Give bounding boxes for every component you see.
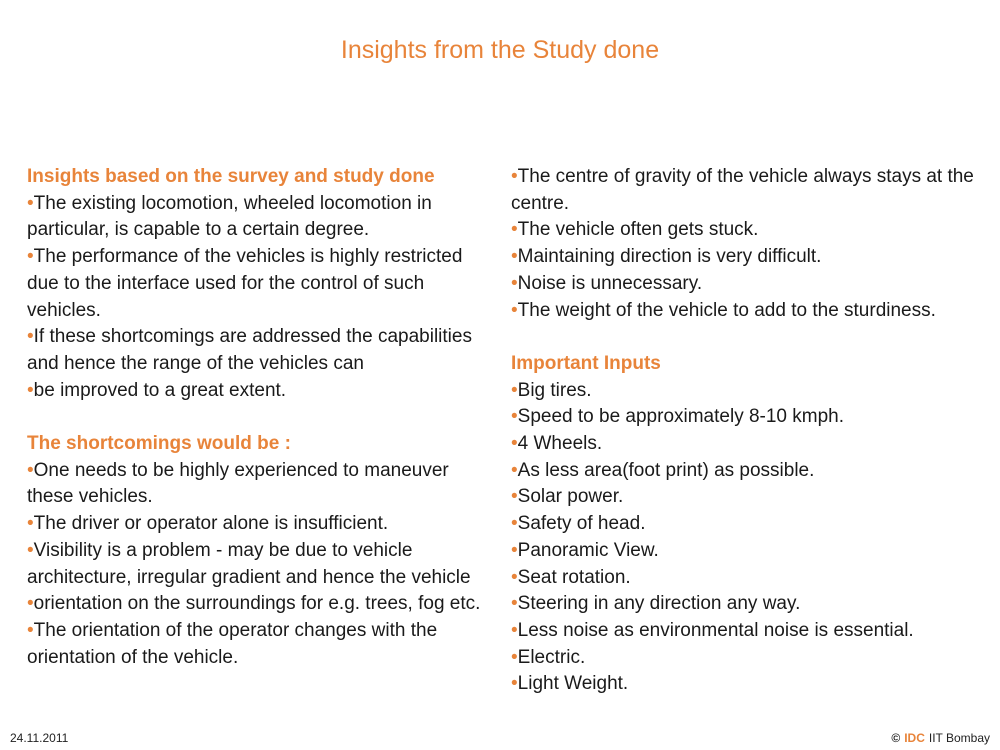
bullet-text: Safety of head. xyxy=(517,513,646,535)
bullet-text: The weight of the vehicle to add to the sturdiness. xyxy=(517,299,936,321)
important-inputs-list xyxy=(511,378,981,698)
bullet-text: The vehicle often gets stuck. xyxy=(517,219,759,241)
bullet-text: The driver or operator alone is insufficient. xyxy=(33,513,389,535)
copyright-icon: © xyxy=(891,731,901,745)
bullet-item xyxy=(511,244,981,271)
bullet-dot-icon: • xyxy=(511,459,518,481)
institute-name: IIT Bombay xyxy=(928,731,990,745)
bullet-dot-icon: • xyxy=(27,539,34,561)
left-column xyxy=(27,164,497,671)
bullet-text: be improved to a great extent. xyxy=(33,379,287,401)
bullet-item xyxy=(27,458,497,511)
bullet-text: The performance of the vehicles is highly restricted due to the interface used for the control of such vehicles. xyxy=(27,246,463,321)
bullet-dot-icon: • xyxy=(27,379,34,401)
bullet-item xyxy=(511,217,981,244)
bullet-item xyxy=(27,378,497,405)
bullet-text: Electric. xyxy=(517,646,586,668)
bullet-dot-icon: • xyxy=(511,673,518,695)
right-column xyxy=(511,164,981,698)
bullet-text: As less area(foot print) as possible. xyxy=(517,459,815,481)
bullet-dot-icon: • xyxy=(511,539,518,561)
bullet-item xyxy=(27,191,497,244)
bullet-dot-icon: • xyxy=(27,459,34,481)
bullet-dot-icon: • xyxy=(511,219,518,241)
bullet-text: Panoramic View. xyxy=(517,539,659,561)
bullet-item xyxy=(511,591,981,618)
bullet-text: Big tires. xyxy=(517,379,592,401)
bullet-dot-icon: • xyxy=(27,326,34,348)
bullet-dot-icon: • xyxy=(511,299,518,321)
bullet-text: Speed to be approximately 8-10 kmph. xyxy=(517,406,845,428)
bullet-item xyxy=(511,378,981,405)
bullet-item xyxy=(27,538,497,591)
bullet-item xyxy=(27,244,497,324)
bullet-dot-icon: • xyxy=(511,646,518,668)
bullet-item xyxy=(511,538,981,565)
bullet-text: 4 Wheels. xyxy=(517,433,603,455)
bullet-dot-icon: • xyxy=(511,379,518,401)
bullet-dot-icon: • xyxy=(511,433,518,455)
bullet-item xyxy=(511,511,981,538)
bullet-item xyxy=(511,271,981,298)
observations-list xyxy=(511,164,981,324)
bullet-text: Maintaining direction is very difficult. xyxy=(517,246,822,268)
bullet-text: Less noise as environmental noise is essential. xyxy=(517,619,914,641)
bullet-text: orientation on the surroundings for e.g. trees, fog etc. xyxy=(33,593,481,615)
bullet-text: If these shortcomings are addressed the capabilities and hence the range of the vehicles can xyxy=(27,326,472,374)
bullet-item xyxy=(511,618,981,645)
bullet-dot-icon: • xyxy=(27,513,34,535)
bullet-dot-icon: • xyxy=(511,566,518,588)
bullet-item xyxy=(27,618,497,671)
survey-insights-list xyxy=(27,191,497,405)
idc-logo-text: IDC xyxy=(904,731,925,745)
bullet-item xyxy=(511,164,981,217)
bullet-dot-icon: • xyxy=(27,246,34,268)
footer-date: 24.11.2011 xyxy=(10,731,69,745)
slide-title: Insights from the Study done xyxy=(340,36,660,64)
bullet-item xyxy=(511,484,981,511)
bullet-item xyxy=(27,324,497,377)
bullet-dot-icon: • xyxy=(27,593,34,615)
bullet-item xyxy=(511,565,981,592)
bullet-dot-icon: • xyxy=(511,406,518,428)
bullet-text: The centre of gravity of the vehicle always stays at the centre. xyxy=(511,166,974,214)
shortcomings-list xyxy=(27,458,497,672)
bullet-item xyxy=(511,404,981,431)
bullet-text: Visibility is a problem - may be due to vehicle architecture, irregular gradient and hence the vehicle xyxy=(27,539,471,588)
survey-insights-heading: Insights based on the survey and study done xyxy=(27,166,435,187)
important-inputs-heading: Important Inputs xyxy=(511,352,661,374)
bullet-dot-icon: • xyxy=(27,619,34,641)
bullet-text: Light Weight. xyxy=(517,673,629,695)
bullet-dot-icon: • xyxy=(511,593,518,615)
bullet-item xyxy=(511,431,981,458)
bullet-item xyxy=(27,591,497,618)
bullet-item xyxy=(27,511,497,538)
bullet-text: Noise is unnecessary. xyxy=(517,272,703,294)
bullet-text: Steering in any direction any way. xyxy=(517,593,801,615)
bullet-dot-icon: • xyxy=(511,486,518,508)
footer-brand xyxy=(891,731,990,745)
bullet-text: One needs to be highly experienced to maneuver these vehicles. xyxy=(27,459,449,508)
bullet-dot-icon: • xyxy=(511,513,518,535)
shortcomings-heading: The shortcomings would be : xyxy=(27,433,291,455)
bullet-text: The orientation of the operator changes with the orientation of the vehicle. xyxy=(27,619,438,668)
bullet-dot-icon: • xyxy=(511,619,518,641)
bullet-dot-icon: • xyxy=(511,166,518,187)
bullet-text: Solar power. xyxy=(517,486,624,508)
bullet-dot-icon: • xyxy=(511,272,518,294)
bullet-item xyxy=(511,298,981,325)
bullet-dot-icon: • xyxy=(27,192,34,214)
bullet-text: Seat rotation. xyxy=(517,566,631,588)
bullet-text: The existing locomotion, wheeled locomotion in particular, is capable to a certain degree. xyxy=(27,192,432,241)
bullet-item xyxy=(511,671,981,698)
bullet-dot-icon: • xyxy=(511,246,518,268)
bullet-item xyxy=(511,645,981,672)
bullet-item xyxy=(511,458,981,485)
